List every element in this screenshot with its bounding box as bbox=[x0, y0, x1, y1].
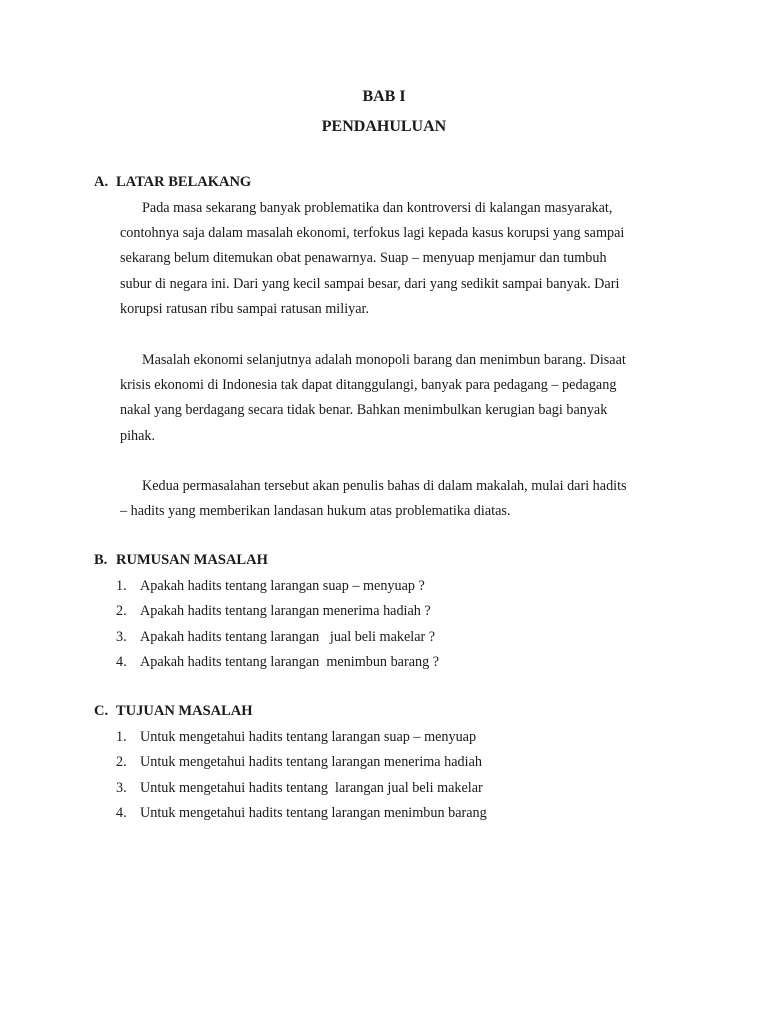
paragraph-line: sekarang belum ditemukan obat penawarnya. Suap – menyuap menjamur dan tumbuh bbox=[120, 250, 607, 267]
paragraph-2 bbox=[120, 348, 680, 449]
section-a-heading bbox=[94, 174, 251, 191]
section-a-title: LATAR BELAKANG bbox=[116, 174, 252, 190]
paragraph-line: – hadits yang memberikan landasan hukum atas problematika diatas. bbox=[120, 503, 511, 520]
list-item-text: Apakah hadits tentang larangan menerima hadiah ? bbox=[140, 603, 431, 620]
section-c-title: TUJUAN MASALAH bbox=[116, 703, 253, 719]
list-item-number: 4. bbox=[116, 653, 127, 670]
list-item bbox=[116, 650, 439, 675]
list-item-text: Untuk mengetahui hadits tentang larangan jual beli makelar bbox=[140, 779, 483, 796]
list-item-text: Apakah hadits tentang larangan jual beli makelar ? bbox=[140, 628, 436, 645]
list-item bbox=[116, 725, 487, 750]
list-item-text: Untuk mengetahui hadits tentang larangan suap – menyuap bbox=[140, 729, 477, 745]
paragraph-line: Pada masa sekarang banyak problematika dan kontroversi di kalangan masyarakat, bbox=[142, 200, 613, 216]
list-item-number: 4. bbox=[116, 804, 127, 821]
paragraph-line: nakal yang berdagang secara tidak benar. Bahkan menimbulkan kerugian bagi banyak bbox=[120, 402, 608, 419]
section-c-heading bbox=[94, 703, 253, 720]
section-b-title: RUMUSAN MASALAH bbox=[116, 552, 268, 568]
paragraph-line: korupsi ratusan ribu sampai ratusan miliyar. bbox=[120, 300, 370, 317]
list-item-number: 2. bbox=[116, 754, 127, 771]
paragraph-line: Masalah ekonomi selanjutnya adalah monopoli barang dan menimbun barang. Disaat bbox=[142, 352, 626, 368]
list-item-text: Untuk mengetahui hadits tentang larangan menerima hadiah bbox=[140, 754, 482, 771]
list-item bbox=[116, 599, 439, 624]
paragraph-1 bbox=[120, 196, 680, 322]
section-a-letter: A. bbox=[94, 174, 109, 190]
list-item-number: 3. bbox=[116, 628, 127, 645]
list-item-number: 1. bbox=[116, 578, 127, 594]
chapter-number: BAB I bbox=[362, 88, 406, 105]
list-item-text: Apakah hadits tentang larangan menimbun barang ? bbox=[140, 653, 440, 670]
section-b-letter: B. bbox=[94, 552, 108, 568]
section-c-letter: C. bbox=[94, 703, 109, 719]
paragraph-3 bbox=[120, 474, 680, 524]
list-item-text: Untuk mengetahui hadits tentang larangan menimbun barang bbox=[140, 804, 487, 821]
tujuan-masalah-list bbox=[116, 725, 487, 826]
list-item-number: 1. bbox=[116, 729, 127, 745]
paragraph-line: Kedua permasalahan tersebut akan penulis bahas di dalam makalah, mulai dari hadits bbox=[142, 478, 627, 494]
paragraph-line: krisis ekonomi di Indonesia tak dapat ditanggulangi, banyak para pedagang – pedagang bbox=[120, 377, 617, 394]
paragraph-line: subur di negara ini. Dari yang kecil sampai besar, dari yang sedikit sampai banyak. Dari bbox=[120, 275, 620, 292]
list-item bbox=[116, 625, 439, 650]
list-item-text: Apakah hadits tentang larangan suap – menyuap ? bbox=[140, 578, 425, 594]
paragraph-line: contohnya saja dalam masalah ekonomi, terfokus lagi kepada kasus korupsi yang sampai bbox=[120, 225, 625, 242]
list-item bbox=[116, 574, 439, 599]
section-b-heading bbox=[94, 552, 268, 569]
list-item bbox=[116, 776, 487, 801]
list-item-number: 3. bbox=[116, 779, 127, 796]
list-item bbox=[116, 750, 487, 775]
rumusan-masalah-list bbox=[116, 574, 439, 675]
chapter-title: PENDAHULUAN bbox=[321, 118, 447, 135]
list-item-number: 2. bbox=[116, 603, 127, 620]
list-item bbox=[116, 801, 487, 826]
paragraph-line: pihak. bbox=[120, 427, 156, 444]
